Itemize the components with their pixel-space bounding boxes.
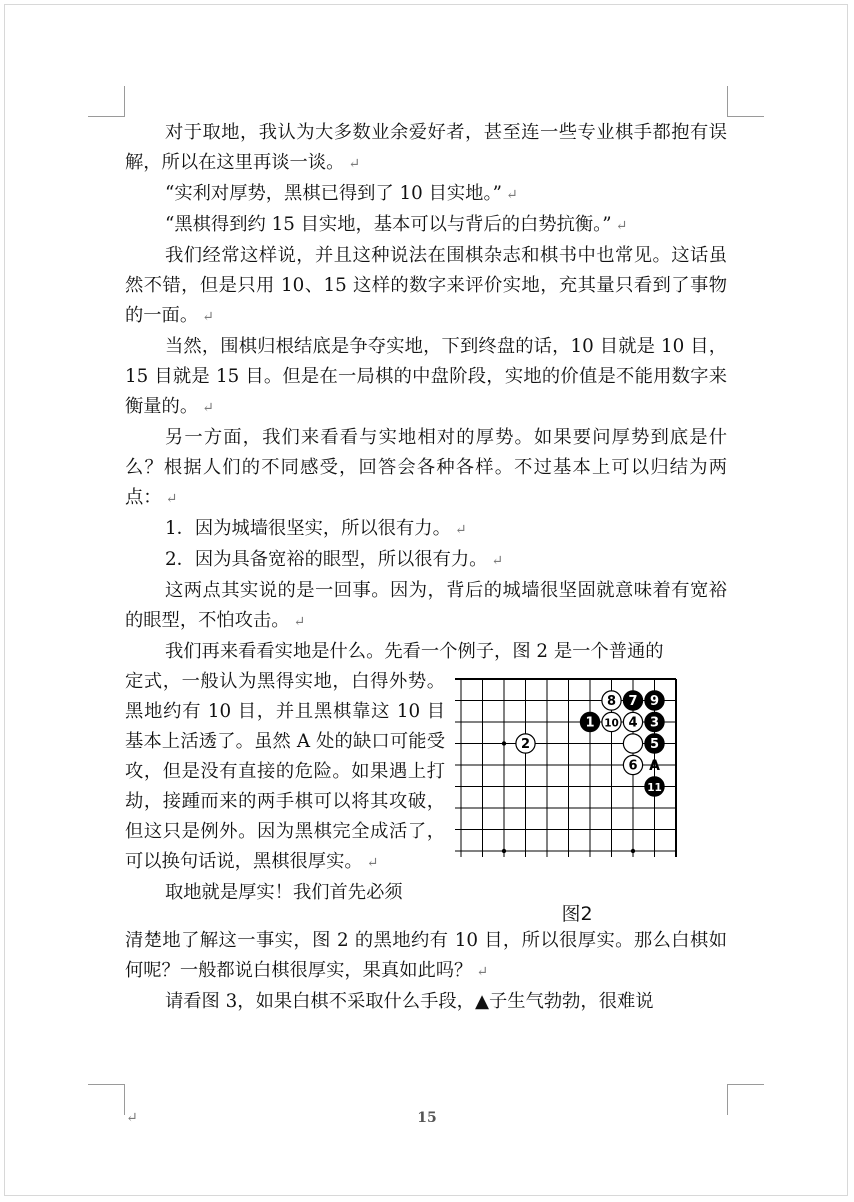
paragraph: 当然，围棋归根结底是争夺实地，下到终盘的话，10 目就是 10 目，15 目就是 15 目。但是在一局棋的中盘阶段，实地的价值是不能用数字来衡量的。 ↵ [125, 336, 727, 417]
paragraph-wrapped: 定式，一般认为黑得实地，白得外势。黑地约有 10 目，并且黑棋靠这 10 目基本上活透了。虽然 A 处的缺口可能受攻，但是没有直接的危险。如果遇上打劫，接踵而来的两手棋可以将其攻破，但这只是例外。因为黑棋完全成活了，可以换句话说，黑棋很厚实。 ↵ [125, 671, 445, 872]
stone-number: 1 [585, 715, 595, 731]
paragraph: 清楚地了解这一事实，图 2 的黑地约有 10 目，所以很厚实。那么白棋如何呢？一般都说白棋很厚实，果真如此吗？ ↵ [125, 930, 727, 981]
star-point [502, 849, 506, 853]
paragraph: 我们再来看看实地是什么。先看一个例子，图 2 是一个普通的 [165, 641, 664, 662]
stone-number: 6 [628, 758, 638, 774]
paragraph-mark: ↵ [454, 522, 467, 538]
paragraph-mark: ↵ [293, 614, 306, 630]
paragraph: 我们经常这样说，并且这种说法在围棋杂志和棋书中也常见。这话虽然不错，但是只用 10、15 这样的数字来评价实地，充其量只看到了事物的一面。 ↵ [125, 245, 727, 326]
paragraph: 对于取地，我认为大多数业余爱好者，甚至连一些专业棋手都抱有误解，所以在这里再谈一谈。 ↵ [125, 122, 727, 173]
go-board-diagram [455, 675, 705, 881]
paragraph: “黑棋得到约 15 目实地，基本可以与背后的白势抗衡。” ↵ [165, 214, 628, 235]
figure-caption: 图2 [561, 903, 593, 925]
paragraph: 这两点其实说的是一回事。因为，背后的城墙很坚固就意味着有宽裕的眼型，不怕攻击。 ↵ [125, 580, 727, 631]
wrapped-text [125, 667, 445, 926]
document-body[interactable] [125, 118, 727, 1017]
paragraph-wrapped: 取地就是厚实！我们首先必须 [165, 882, 403, 903]
page-number: 15 [417, 1110, 437, 1126]
crop-mark-top-left [88, 86, 125, 117]
paragraph-mark: ↵ [126, 1110, 138, 1126]
paragraph: 请看图 3，如果白棋不采取什么手段，▲子生气勃勃，很难说 [165, 991, 654, 1012]
stone-number: 2 [520, 737, 531, 753]
paragraph-mark: ↵ [202, 400, 214, 416]
stone-number: 10 [604, 717, 619, 730]
crop-mark-top-right [727, 86, 764, 117]
point-label-a: A [649, 758, 660, 774]
figure [445, 667, 727, 926]
paragraph-mark: ↵ [366, 855, 379, 871]
paragraph-mark: ↵ [615, 218, 628, 234]
stone-number: 4 [628, 715, 638, 731]
list-item: 2．因为具备宽裕的眼型，所以很有力。 ↵ [165, 549, 504, 570]
paragraph: “实利对厚势，黑棋已得到了 10 目实地。” ↵ [165, 183, 518, 204]
stone-number: 9 [649, 694, 660, 710]
stone-number: 8 [606, 694, 617, 710]
paragraph-mark: ↵ [491, 553, 504, 569]
white-stone [623, 734, 642, 753]
paragraph-mark: ↵ [505, 187, 518, 203]
star-point [502, 741, 506, 745]
paragraph-mark: ↵ [165, 491, 178, 507]
paragraph-mark: ↵ [348, 156, 361, 172]
list-item: 1．因为城墙很坚实，所以很有力。 ↵ [165, 518, 467, 539]
stone-number: 3 [649, 715, 660, 731]
stone-number: 5 [649, 737, 660, 753]
figure-wrap [125, 667, 727, 926]
stone-number: 11 [647, 782, 662, 795]
paragraph: 另一方面，我们来看看与实地相对的厚势。如果要问厚势到底是什么？根据人们的不同感受，回答会各种各样。不过基本上可以归结为两点： ↵ [125, 427, 727, 508]
star-point [631, 849, 635, 853]
stone-number: 7 [628, 694, 638, 710]
paragraph-mark: ↵ [202, 309, 214, 325]
paragraph-mark: ↵ [476, 964, 489, 980]
